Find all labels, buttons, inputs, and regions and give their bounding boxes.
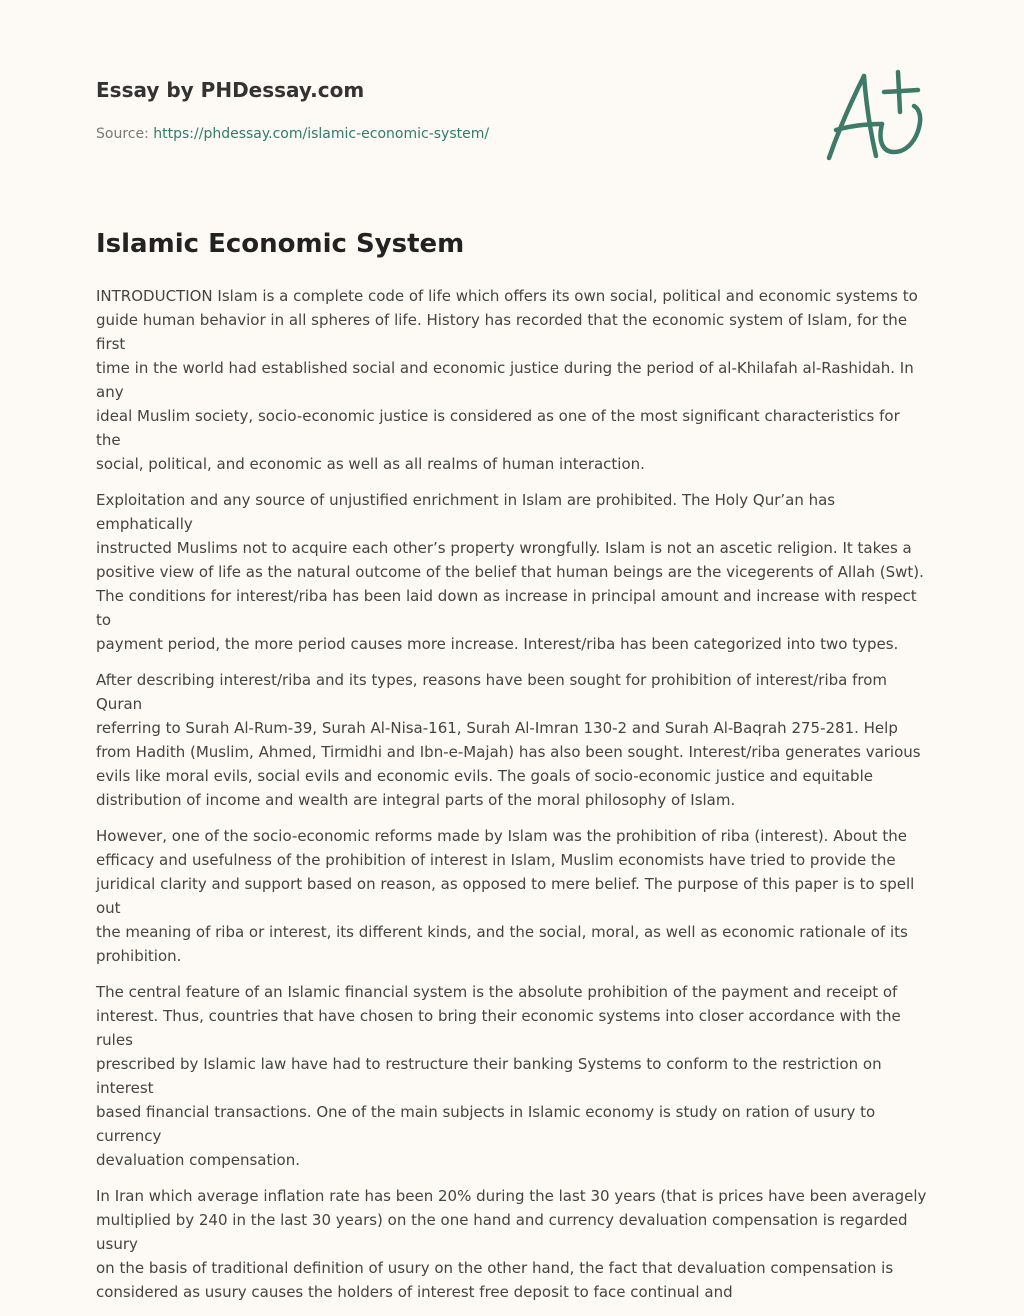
document-header [96,76,796,144]
source-line [96,124,796,144]
paragraph: In Iran which average inflation rate has been 20% during the last 30 years (that is prices have been averagely multiplied by 240 in the last 30 years) on the one hand and currency devaluation compensation is regarded usury on the basis of traditional definition of usury on the other hand, the fact that devaluation compensation is considered as usury causes the holders of interest free deposit to face continual and [96,1187,927,1301]
paragraph: After describing interest/riba and its types, reasons have been sought for prohibition of interest/riba from Quran referring to Surah Al-Rum-39, Surah Al-Nisa-161, Surah Al-Imran 130-2 and Surah Al-Baqrah 275-281. Help from Hadith (Muslim, Ahmed, Tirmidhi and Ibn-e-Majah) has also been sought. Interest/riba generates various evils like moral evils, social evils and economic evils. The goals of socio-economic justice and equitable distribution of income and wealth are integral parts of the moral philosophy of Islam. [96,671,921,809]
source-label: Source: [96,126,154,142]
paragraph: However, one of the socio-economic reforms made by Islam was the prohibition of riba (interest). About the efficacy and usefulness of the prohibition of interest in Islam, Muslim economists have tried to provide the juridical clarity and support based on reason, as opposed to mere belief. The purpose of this paper is to spell out the meaning of riba or interest, its different kinds, and the social, moral, as well as economic rationale of its prohibition. [96,827,915,965]
brand-title: Essay by PHDessay.com [96,78,365,102]
a-plus-icon [820,66,930,166]
article-title: Islamic Economic System [96,229,465,259]
source-link[interactable]: https://phdessay.com/islamic-economic-system/ [153,126,490,142]
paragraph: INTRODUCTION Islam is a complete code of life which offers its own social, political and economic systems to guide human behavior in all spheres of life. History has recorded that the economic system of Islam, for the first time in the world had established social and economic justice during the period of al-Khilafah al-Rashidah. In any ideal Muslim society, socio-economic justice is considered as one of the most significant characteristics for the social, political, and economic as well as all realms of human interaction. [96,287,918,473]
paragraph: The central feature of an Islamic financial system is the absolute prohibition of the payment and receipt of interest. Thus, countries that have chosen to bring their economic systems into closer accordance with the rules prescribed by Islamic law have had to restructure their banking Systems to conform to the restriction on interest based financial transactions. One of the main subjects in Islamic economy is study on ration of usury to currency devaluation compensation. [96,983,901,1169]
article-body [96,284,928,1316]
paragraph: Exploitation and any source of unjustified enrichment in Islam are prohibited. The Holy Qur’an has emphatically instructed Muslims not to acquire each other’s property wrongfully. Islam is not an ascetic religion. It takes a positive view of life as the natural outcome of the belief that human beings are the vicegerents of Allah (Swt). The conditions for interest/riba has been laid down as increase in principal amount and increase with respect to payment period, the more period causes more increase. Interest/riba has been categorized into two types. [96,491,924,653]
